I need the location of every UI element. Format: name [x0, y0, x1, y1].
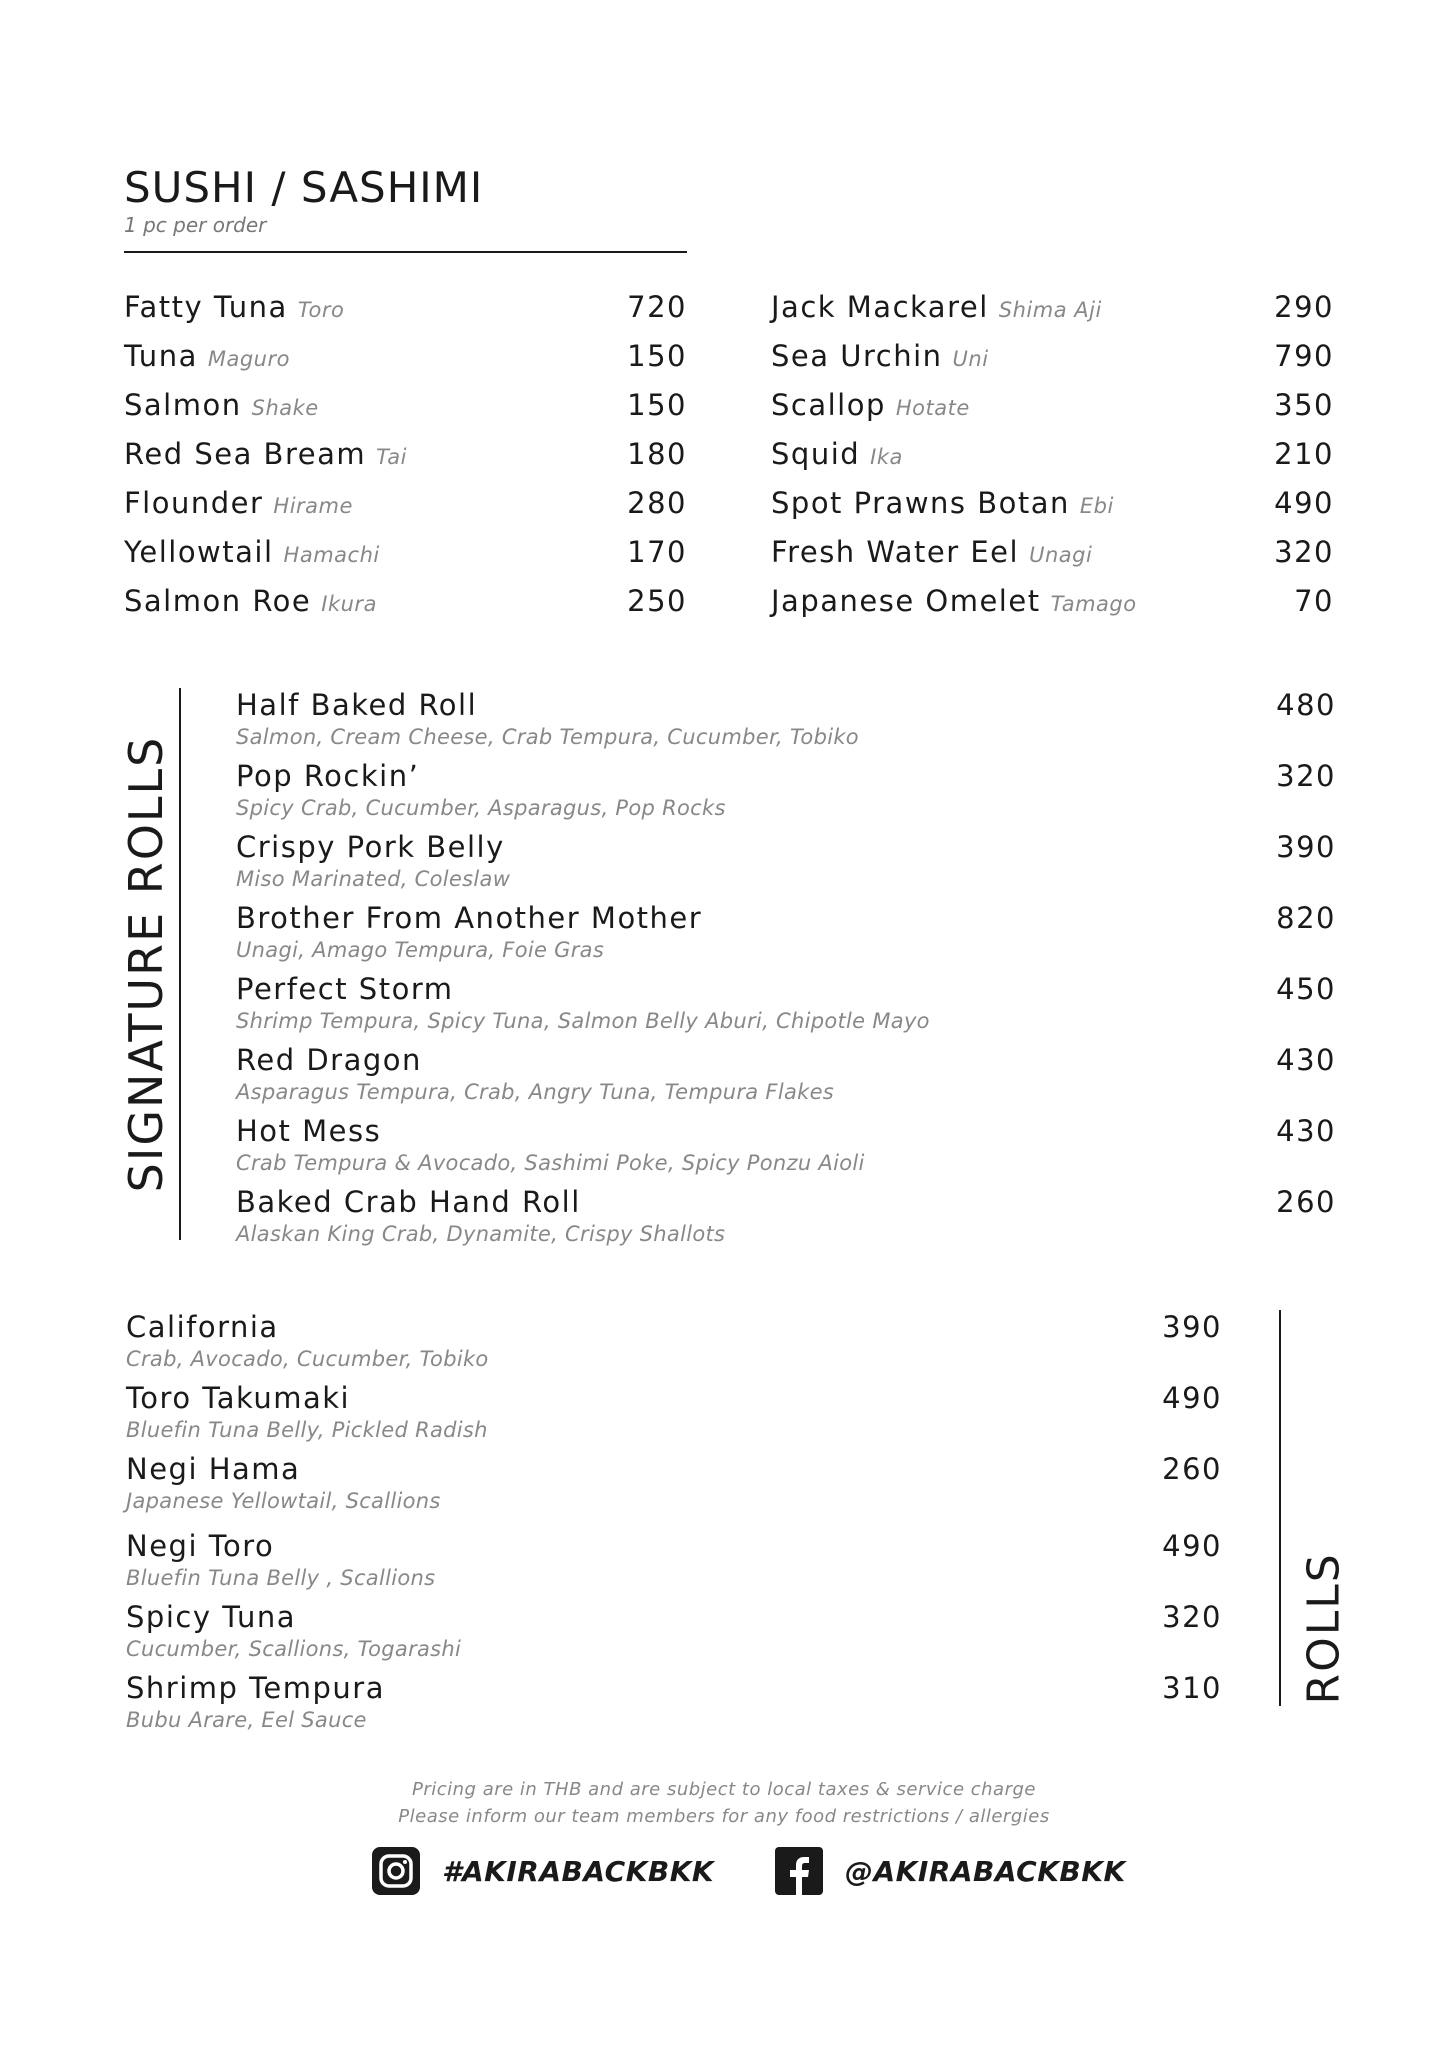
roll-item-name: Half Baked Roll: [236, 688, 478, 722]
sushi-item-price: 350: [1274, 388, 1334, 422]
sushi-item-english: Spot Prawns Botan: [771, 486, 1070, 520]
roll-item-price: 260: [1162, 1452, 1222, 1486]
sushi-item-japanese: Maguro: [207, 347, 290, 371]
sushi-item: [771, 437, 1334, 486]
sushi-item-english: Fatty Tuna: [124, 290, 288, 324]
sushi-item-name: [124, 290, 344, 324]
sushi-item-japanese: Hirame: [273, 494, 353, 518]
roll-item-name: Red Dragon: [236, 1043, 422, 1077]
rolls-item: [126, 1452, 1222, 1529]
sushi-item-japanese: Shake: [251, 396, 319, 420]
sushi-item-japanese: Shima Aji: [998, 298, 1102, 322]
roll-item-description: Cucumber, Scallions, Togarashi: [126, 1637, 462, 1661]
roll-item-price: 260: [1276, 1185, 1336, 1219]
roll-item-price: 390: [1276, 830, 1336, 864]
roll-item-description: Shrimp Tempura, Spicy Tuna, Salmon Belly Aburi, Chipotle Mayo: [236, 1009, 930, 1033]
signature-divider: [179, 688, 181, 1240]
rolls-label: [1296, 1480, 1352, 1706]
roll-item-description: Spicy Crab, Cucumber, Asparagus, Pop Rocks: [236, 796, 726, 820]
sushi-item-price: 280: [627, 486, 687, 520]
sushi-item-price: 150: [627, 388, 687, 422]
roll-item-description: Crab, Avocado, Cucumber, Tobiko: [126, 1347, 489, 1371]
roll-item-description: Miso Marinated, Coleslaw: [236, 867, 511, 891]
sushi-item-name: [771, 290, 1102, 324]
rolls-label-text: ROLLS: [1298, 1552, 1350, 1705]
sushi-item: [124, 437, 687, 486]
sushi-item: [124, 388, 687, 437]
sushi-item-english: Tuna: [124, 339, 198, 373]
sushi-item-japanese: Toro: [297, 298, 345, 322]
instagram-handle: #AKIRABACKBKK: [442, 1854, 715, 1888]
sushi-item-japanese: Hotate: [895, 396, 970, 420]
sushi-item: [124, 486, 687, 535]
roll-item-name: Shrimp Tempura: [126, 1671, 386, 1705]
roll-item-name: Toro Takumaki: [126, 1381, 351, 1415]
roll-item-description: Bluefin Tuna Belly, Pickled Radish: [126, 1418, 488, 1442]
rolls-item: [126, 1671, 1222, 1742]
section-divider: [124, 251, 687, 253]
sushi-item-price: 790: [1274, 339, 1334, 373]
signature-rolls-label-text: SIGNATURE ROLLS: [119, 735, 173, 1193]
signature-item: [236, 901, 1336, 972]
roll-item-price: 490: [1162, 1381, 1222, 1415]
signature-item: [236, 688, 1336, 759]
sushi-item-price: 180: [627, 437, 687, 471]
sushi-item-japanese: Tamago: [1050, 592, 1137, 616]
pricing-note: Pricing are in THB and are subject to local taxes & service charge: [411, 1779, 1036, 1800]
instagram-link[interactable]: [372, 1846, 714, 1896]
sushi-list-right: [771, 290, 1334, 633]
sushi-item: [771, 584, 1334, 633]
roll-item-description: Crab Tempura & Avocado, Sashimi Poke, Spicy Ponzu Aioli: [236, 1151, 865, 1175]
sushi-item-price: 250: [627, 584, 687, 618]
sushi-list-left: [124, 290, 687, 633]
sushi-item-name: [124, 339, 290, 373]
sushi-item-price: 290: [1274, 290, 1334, 324]
sushi-item-name: [771, 437, 903, 471]
roll-item-price: 820: [1276, 901, 1336, 935]
sushi-item-japanese: Tai: [376, 445, 407, 469]
roll-item-description: Asparagus Tempura, Crab, Angry Tuna, Tempura Flakes: [236, 1080, 835, 1104]
roll-item-description: Unagi, Amago Tempura, Foie Gras: [236, 938, 605, 962]
sushi-item: [124, 584, 687, 633]
roll-item-name: Baked Crab Hand Roll: [236, 1185, 581, 1219]
sushi-item-english: Flounder: [124, 486, 264, 520]
sushi-item: [124, 339, 687, 388]
sushi-item-name: [124, 535, 380, 569]
roll-item-price: 430: [1276, 1114, 1336, 1148]
signature-item: [236, 1043, 1336, 1114]
roll-item-price: 310: [1162, 1671, 1222, 1705]
sushi-item-english: Salmon: [124, 388, 242, 422]
sushi-item-name: [124, 486, 353, 520]
sushi-item: [771, 486, 1334, 535]
roll-item-price: 490: [1162, 1529, 1222, 1563]
sushi-section-title: SUSHI / SASHIMI: [124, 163, 484, 212]
sushi-item: [124, 290, 687, 339]
rolls-item: [126, 1600, 1222, 1671]
sushi-item-japanese: Uni: [952, 347, 989, 371]
sushi-item: [124, 535, 687, 584]
sushi-item-japanese: Unagi: [1029, 543, 1093, 567]
roll-item-price: 320: [1276, 759, 1336, 793]
signature-item: [236, 759, 1336, 830]
sushi-item-price: 720: [627, 290, 687, 324]
instagram-icon: [372, 1847, 420, 1895]
roll-item-description: Bubu Arare, Eel Sauce: [126, 1708, 367, 1732]
sushi-item-english: Squid: [771, 437, 861, 471]
sushi-item-english: Fresh Water Eel: [771, 535, 1020, 569]
sushi-item: [771, 290, 1334, 339]
sushi-item-price: 320: [1274, 535, 1334, 569]
sushi-item: [771, 535, 1334, 584]
sushi-item-name: [124, 437, 407, 471]
rolls-item: [126, 1529, 1222, 1600]
sushi-section-subtitle: 1 pc per order: [124, 213, 267, 237]
allergy-note: Please inform our team members for any food restrictions / allergies: [398, 1806, 1050, 1827]
signature-item: [236, 830, 1336, 901]
roll-item-name: California: [126, 1310, 279, 1344]
sushi-item-english: Salmon Roe: [124, 584, 312, 618]
rolls-list: [126, 1310, 1222, 1742]
roll-item-price: 450: [1276, 972, 1336, 1006]
roll-item-price: 480: [1276, 688, 1336, 722]
sushi-item-japanese: Ikura: [321, 592, 377, 616]
sushi-item-english: Sea Urchin: [771, 339, 943, 373]
sushi-item-price: 70: [1294, 584, 1334, 618]
roll-item-name: Crispy Pork Belly: [236, 830, 505, 864]
sushi-item-japanese: Ebi: [1079, 494, 1114, 518]
roll-item-description: Alaskan King Crab, Dynamite, Crispy Shallots: [236, 1222, 726, 1246]
sushi-item-name: [771, 339, 989, 373]
sushi-item-name: [124, 584, 377, 618]
roll-item-price: 320: [1162, 1600, 1222, 1634]
sushi-item-english: Red Sea Bream: [124, 437, 367, 471]
sushi-item-name: [124, 388, 319, 422]
sushi-item-japanese: Hamachi: [283, 543, 380, 567]
roll-item-name: Negi Hama: [126, 1452, 301, 1486]
facebook-handle: @AKIRABACKBKK: [845, 1854, 1126, 1888]
roll-item-description: Salmon, Cream Cheese, Crab Tempura, Cucumber, Tobiko: [236, 725, 859, 749]
sushi-item-english: Yellowtail: [124, 535, 274, 569]
signature-item: [236, 1114, 1336, 1185]
sushi-item-price: 150: [627, 339, 687, 373]
roll-item-price: 430: [1276, 1043, 1336, 1077]
sushi-item-name: [771, 535, 1092, 569]
roll-item-description: Bluefin Tuna Belly , Scallions: [126, 1566, 436, 1590]
sushi-item-name: [771, 486, 1114, 520]
sushi-item-price: 210: [1274, 437, 1334, 471]
roll-item-name: Pop Rockin’: [236, 759, 420, 793]
signature-rolls-label: [116, 688, 176, 1240]
sushi-item: [771, 339, 1334, 388]
sushi-item-price: 490: [1274, 486, 1334, 520]
roll-item-name: Perfect Storm: [236, 972, 454, 1006]
signature-item: [236, 972, 1336, 1043]
rolls-divider: [1279, 1310, 1281, 1706]
facebook-link[interactable]: [775, 1846, 1126, 1896]
sushi-item-price: 170: [627, 535, 687, 569]
roll-item-name: Brother From Another Mother: [236, 901, 703, 935]
sushi-item-english: Scallop: [771, 388, 886, 422]
rolls-item: [126, 1381, 1222, 1452]
sushi-item-name: [771, 388, 970, 422]
roll-item-price: 390: [1162, 1310, 1222, 1344]
rolls-item: [126, 1310, 1222, 1381]
facebook-icon: [775, 1847, 823, 1895]
roll-item-description: Japanese Yellowtail, Scallions: [126, 1489, 441, 1513]
sushi-item: [771, 388, 1334, 437]
roll-item-name: Negi Toro: [126, 1529, 275, 1563]
sushi-item-japanese: Ika: [870, 445, 903, 469]
signature-rolls-list: [236, 688, 1336, 1256]
sushi-item-name: [771, 584, 1137, 618]
sushi-item-english: Japanese Omelet: [771, 584, 1041, 618]
roll-item-name: Spicy Tuna: [126, 1600, 297, 1634]
roll-item-name: Hot Mess: [236, 1114, 382, 1148]
sushi-item-english: Jack Mackarel: [771, 290, 989, 324]
signature-item: [236, 1185, 1336, 1256]
